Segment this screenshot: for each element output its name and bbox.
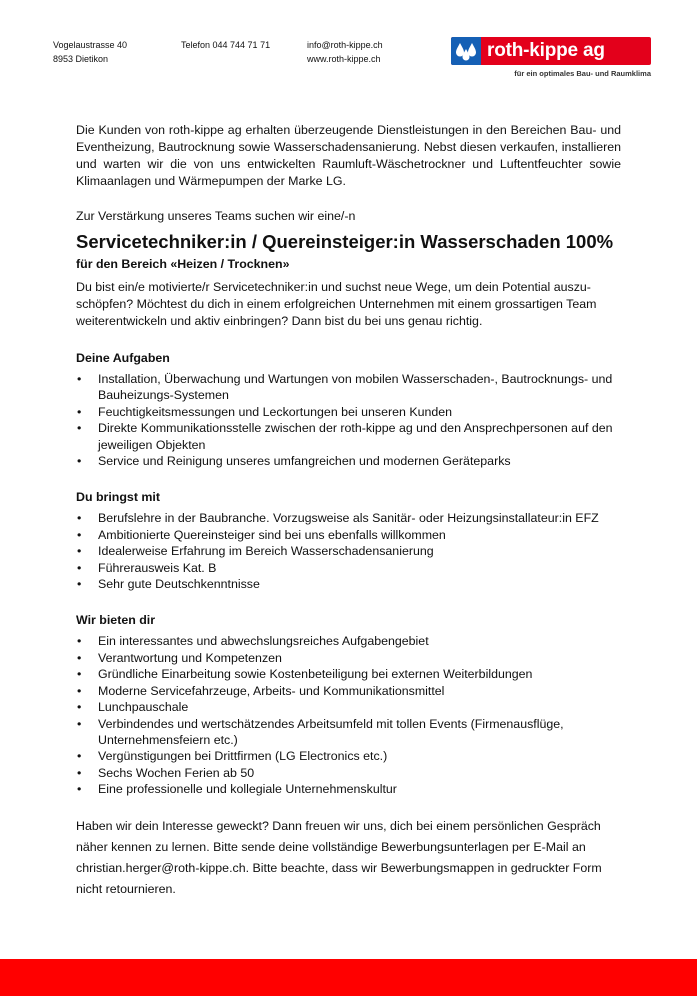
- water-drops-icon: [451, 37, 481, 65]
- list-item: • Feuchtigkeitsmessungen und Leckortungen bei unseren Kunden: [76, 404, 621, 420]
- list-item: • Installation, Überwachung und Wartungen von mobilen Wasserschaden-, Bautrocknungs- und Bauheizungs-Systemen: [76, 371, 621, 404]
- list-item: • Direkte Kommunikationsstelle zwischen der roth-kippe ag und den Ansprechpersonen auf den jeweiligen Objekten: [76, 420, 621, 453]
- address-city: 8953 Dietikon: [53, 54, 109, 64]
- website-link[interactable]: www.roth-kippe.ch: [307, 54, 381, 64]
- job-posting: [76, 122, 621, 900]
- logo-text: roth-kippe ag: [487, 40, 605, 61]
- tasks-list: [76, 371, 621, 469]
- list-item: • Ambitionierte Quereinsteiger sind bei uns ebenfalls willkommen: [76, 527, 621, 543]
- list-item: • Moderne Servicefahrzeuge, Arbeits- und Kommunikationsmittel: [76, 683, 621, 699]
- job-title: Servicetechniker:in / Quereinsteiger:in Wasserschaden 100%: [76, 231, 614, 252]
- closing-paragraph: Haben wir dein Interesse geweckt? Dann freuen wir uns, dich bei einem persönlichen Gespräch näher kennen zu lernen. Bitte sende deine vollständige Bewerbungsunterlagen per E-Mail an christian.herger@roth-kippe.ch. Bitte beachte, dass wir Bewerbungsmappen in gedruckter Form nicht retournieren.: [76, 818, 602, 896]
- list-item: • Idealerweise Erfahrung im Bereich Wasserschadensanierung: [76, 543, 621, 559]
- company-logo: [451, 37, 651, 78]
- logo-tagline: für ein optimales Bau- und Raumklima: [514, 69, 651, 78]
- email-link[interactable]: info@roth-kippe.ch: [307, 40, 383, 50]
- lead-paragraph: Du bist ein/e motivierte/r Servicetechniker:in und suchst neue Wege, um dein Potential auszu-schöpfen? Möchtest du dich in einem erfolgreichen Unternehmen mit einem grossartigen Team weiterentwickeln und aktiv einbringen? Dann bist du bei uns genau richtig.: [76, 280, 597, 328]
- company-intro: Die Kunden von roth-kippe ag erhalten überzeugende Dienstleistungen in den Bereichen Bau- und Eventheizung, Bautrocknung sowie Wasserschadensanierung. Nebst diesen verkaufen, installieren und warten wir die von uns entwickelten Raumluft-Wäschetrockner und Luftentfeuchter sowie Klimaanlagen und Wärmepumpen der Marke LG.: [76, 123, 621, 188]
- list-item: • Gründliche Einarbeitung sowie Kostenbeteiligung bei externen Weiterbildungen: [76, 666, 621, 682]
- profile-heading: Du bringst mit: [76, 490, 160, 505]
- list-item: • Vergünstigungen bei Drittfirmen (LG Electronics etc.): [76, 748, 621, 764]
- seeking-line: Zur Verstärkung unseres Teams suchen wir eine/-n: [76, 209, 356, 223]
- job-subtitle: für den Bereich «Heizen / Trocknen»: [76, 257, 290, 271]
- logo-box: [451, 37, 651, 65]
- address-street: Vogelaustrasse 40: [53, 40, 128, 50]
- list-item: • Lunchpauschale: [76, 699, 621, 715]
- list-item: • Ein interessantes und abwechslungsreiches Aufgabengebiet: [76, 633, 621, 649]
- list-item: • Sechs Wochen Ferien ab 50: [76, 765, 621, 781]
- offer-heading: Wir bieten dir: [76, 613, 156, 628]
- offer-list: [76, 633, 621, 797]
- profile-list: [76, 510, 621, 592]
- company-address: [53, 38, 127, 66]
- company-phone: [181, 38, 270, 52]
- list-item: • Service und Reinigung unseres umfangreichen und modernen Geräteparks: [76, 453, 621, 469]
- footer-bar: [0, 959, 697, 996]
- list-item: • Eine professionelle und kollegiale Unternehmenskultur: [76, 781, 621, 797]
- list-item: • Führerausweis Kat. B: [76, 560, 621, 576]
- phone-number: Telefon 044 744 71 71: [181, 40, 271, 50]
- list-item: • Sehr gute Deutschkenntnisse: [76, 576, 621, 592]
- tasks-heading: Deine Aufgaben: [76, 351, 170, 365]
- list-item: • Verbindendes und wertschätzendes Arbeitsumfeld mit tollen Events (Firmenausflüge, Unternehmensfeiern etc.): [76, 716, 621, 749]
- company-contact: [307, 38, 383, 66]
- list-item: • Berufslehre in der Baubranche. Vorzugsweise als Sanitär- oder Heizungsinstallateur:in EFZ: [76, 510, 621, 526]
- list-item: • Verantwortung und Kompetenzen: [76, 650, 621, 666]
